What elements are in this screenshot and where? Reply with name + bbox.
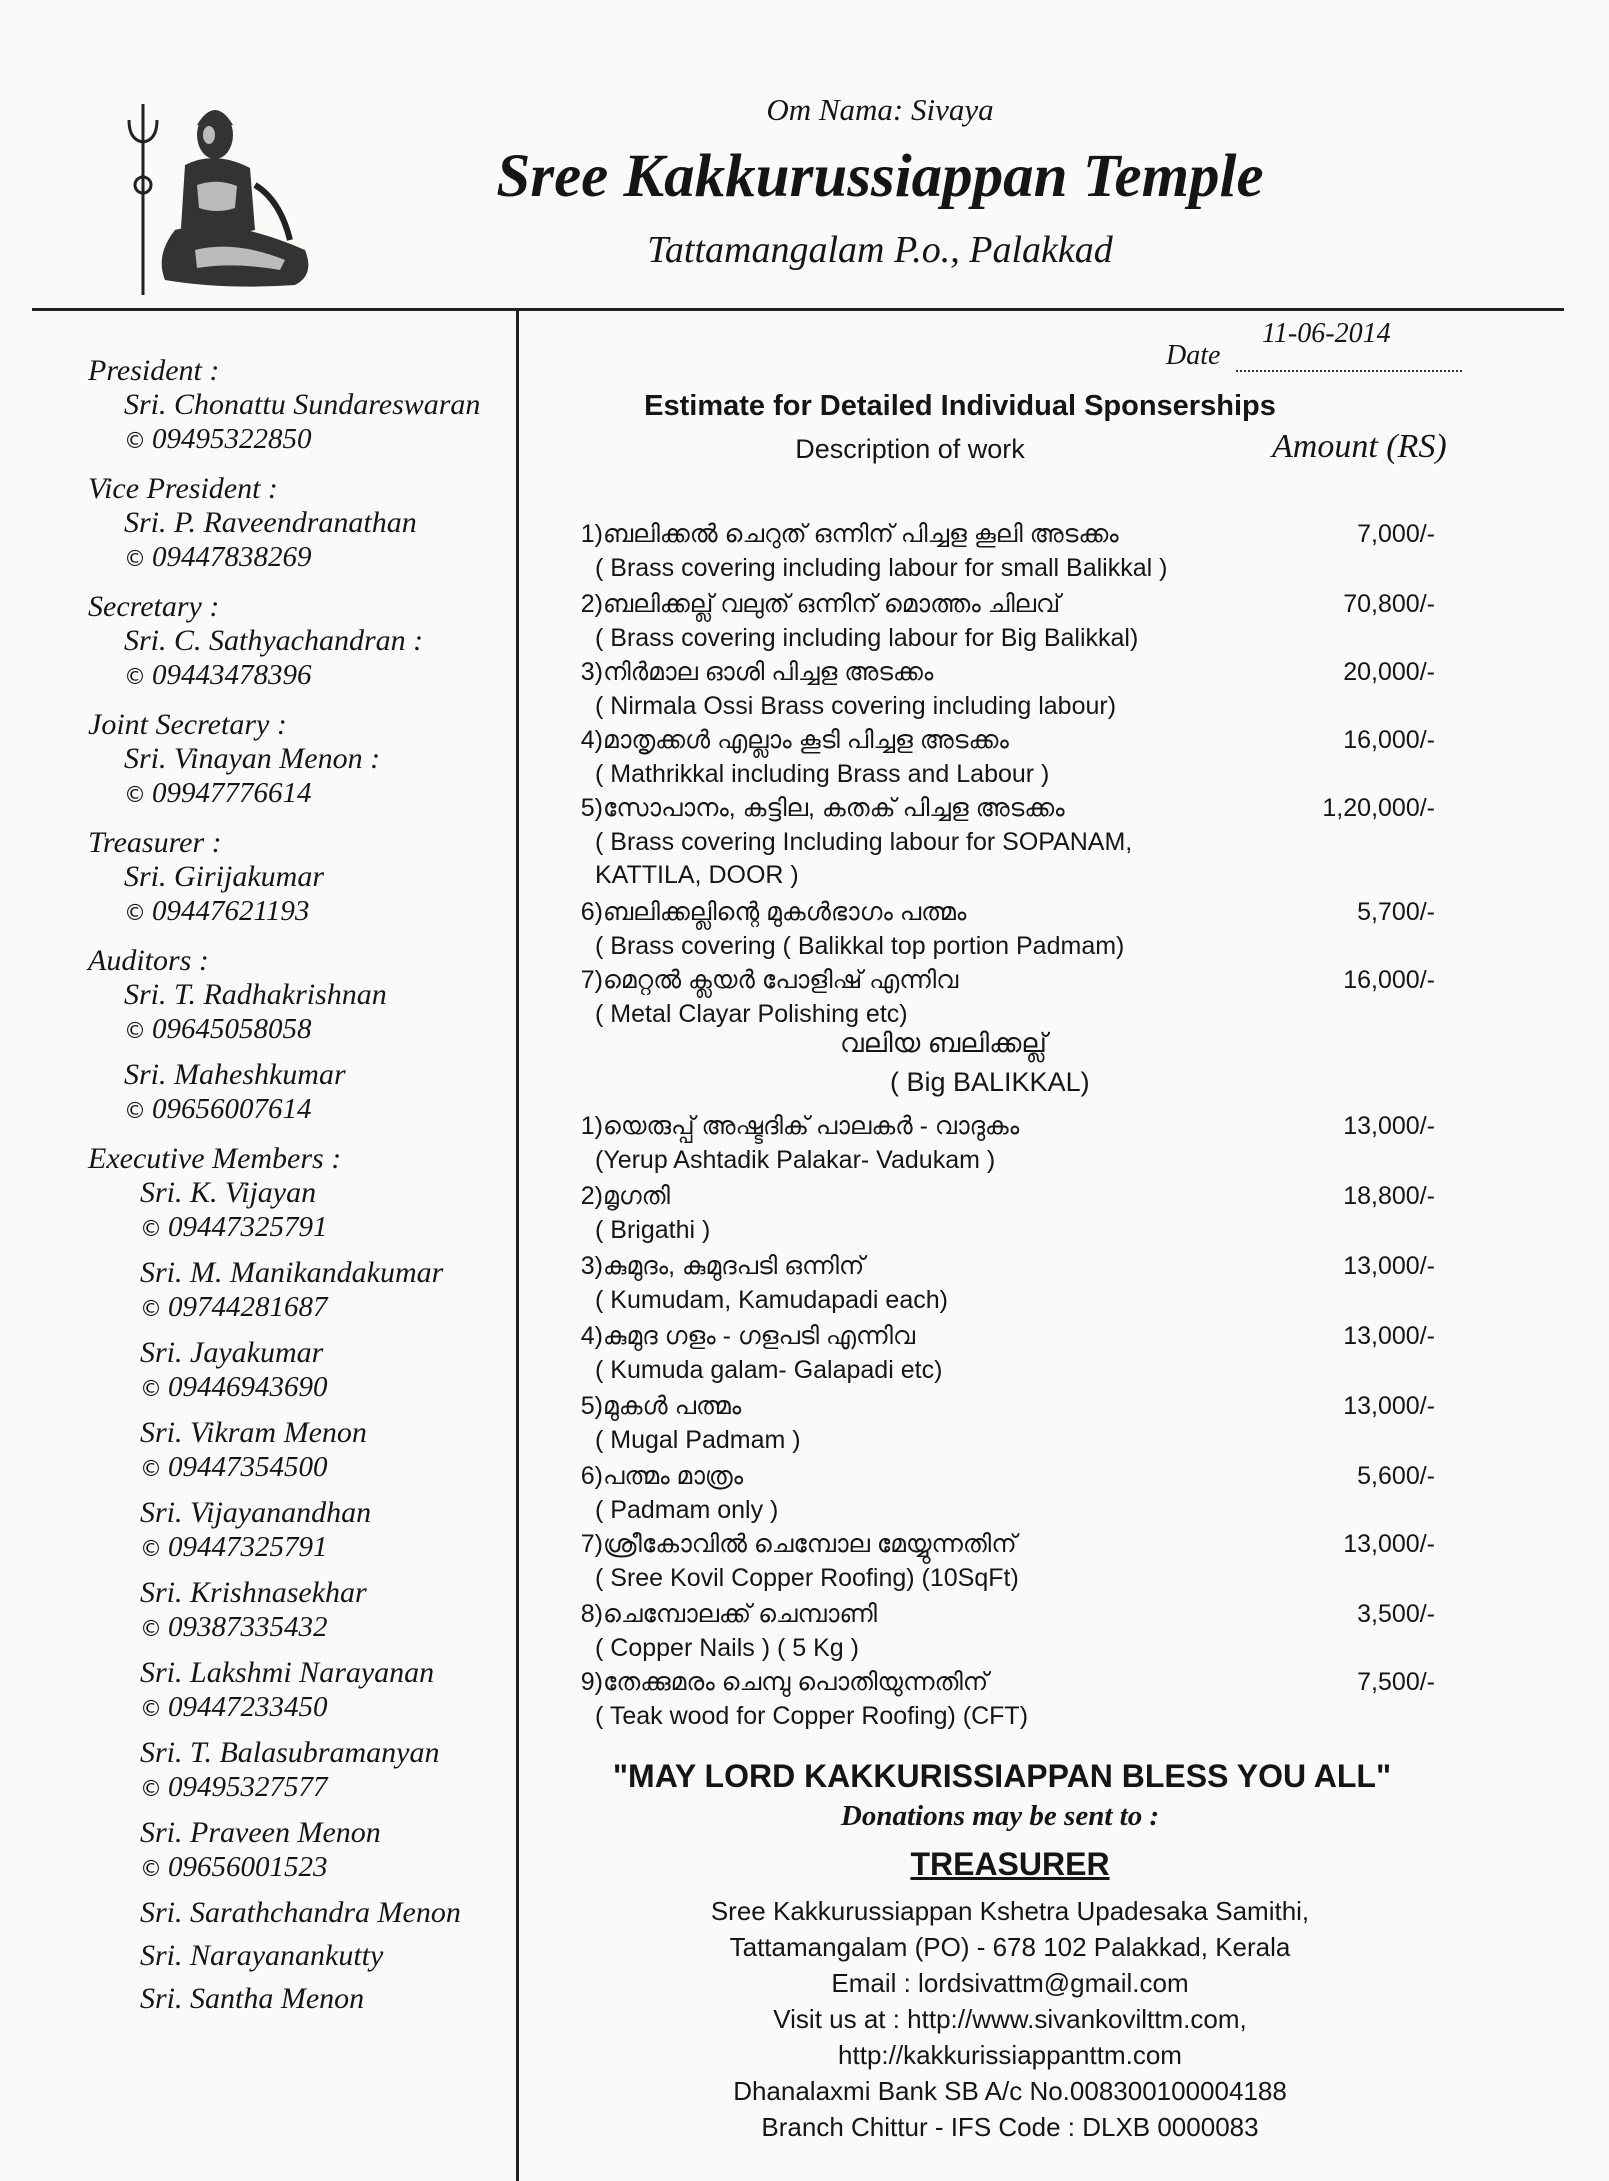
person-name: Sri. Vikram Menon xyxy=(140,1416,367,1449)
item-amount: 13,000/- xyxy=(1343,1112,1435,1140)
vice-president-block xyxy=(88,472,508,577)
phone-icon: © xyxy=(124,1099,146,1124)
phone-icon: © xyxy=(140,1697,162,1722)
phone-icon: © xyxy=(124,1019,146,1044)
phone-number: 09447325791 xyxy=(168,1211,328,1243)
person-name: Sri. T. Radhakrishnan xyxy=(124,978,387,1011)
item-amount: 20,000/- xyxy=(1343,658,1435,686)
item-english: ( Brigathi ) xyxy=(595,1216,711,1244)
phone-row xyxy=(88,1012,508,1049)
item-english: ( Brass covering ( Balikkal top portion Padmam) xyxy=(595,932,1125,960)
temple-name: Sree Kakkurussiappan Temple xyxy=(496,143,1264,210)
phone-row xyxy=(88,540,508,577)
person-name: Sri. C. Sathyachandran : xyxy=(124,624,424,657)
item-malayalam: കുമുദ ഗളം - ഗളപടി എന്നിവ xyxy=(603,1322,915,1350)
item-number: 1) xyxy=(580,520,603,548)
role-label: President : xyxy=(88,354,220,387)
item-english: ( Padmam only ) xyxy=(595,1496,779,1524)
phone-number: 09947776614 xyxy=(152,777,312,809)
executive-member xyxy=(88,1176,508,1247)
phone-icon: © xyxy=(124,665,146,690)
person-name: Sri. P. Raveendranathan xyxy=(124,506,417,539)
date-value: 11-06-2014 xyxy=(1262,318,1391,349)
item-english: ( Nirmala Ossi Brass covering including labour) xyxy=(595,692,1117,720)
item-english: ( Teak wood for Copper Roofing) (CFT) xyxy=(595,1702,1029,1730)
role-label: Auditors : xyxy=(88,944,209,977)
executive-member xyxy=(88,1736,508,1807)
item-malayalam: ശ്രീകോവിൽ ചെമ്പോല മേയ്യുന്നതിന് xyxy=(603,1530,1017,1558)
item-english: ( Brass covering including labour for small Balikkal ) xyxy=(595,554,1168,582)
item-amount: 1,20,000/- xyxy=(1322,794,1435,822)
phone-row xyxy=(88,1210,508,1247)
executive-member xyxy=(88,1496,508,1567)
item-amount: 13,000/- xyxy=(1343,1392,1435,1420)
item-number: 9) xyxy=(580,1668,603,1696)
phone-icon: © xyxy=(124,783,146,808)
role-label: Executive Members : xyxy=(88,1142,342,1175)
item-english: ( Mugal Padmam ) xyxy=(595,1426,801,1454)
person-name: Sri. Krishnasekhar xyxy=(140,1576,367,1609)
treasurer-heading: TREASURER xyxy=(910,1846,1110,1882)
item-amount: 7,000/- xyxy=(1357,520,1435,548)
website-line-2: http://kakkurissiappanttm.com xyxy=(838,2040,1182,2070)
phone-number: 09447354500 xyxy=(168,1451,328,1483)
person-name: Sri. Lakshmi Narayanan xyxy=(140,1656,435,1689)
phone-number: 09447838269 xyxy=(152,541,312,573)
phone-number: 09656007614 xyxy=(152,1093,312,1125)
item-amount: 16,000/- xyxy=(1343,726,1435,754)
item-number: 5) xyxy=(580,794,603,822)
phone-icon: © xyxy=(140,1377,162,1402)
item-amount: 16,000/- xyxy=(1343,966,1435,994)
auditor-entry xyxy=(88,978,508,1049)
amount-heading: Amount (RS) xyxy=(1272,428,1447,465)
president-block xyxy=(88,354,508,459)
executive-member xyxy=(88,1416,508,1487)
item-amount: 5,700/- xyxy=(1357,898,1435,926)
phone-icon: © xyxy=(124,901,146,926)
phone-row xyxy=(88,1850,508,1887)
item-english: ( Brass covering Including labour for SOPANAM, KATTILA, DOOR ) xyxy=(595,828,1133,889)
phone-number: 09447621193 xyxy=(152,895,310,927)
item-malayalam: തേക്കുമരം ചെമ്പു പൊതിയുന്നതിന് xyxy=(603,1668,989,1696)
item-malayalam: യെരുപ്പ് അഷ്ടദിക് പാലകർ - വാദുകം xyxy=(603,1112,1020,1140)
person-name: Sri. Santha Menon xyxy=(140,1982,365,2015)
role-label: Vice President : xyxy=(88,472,278,505)
donations-label: Donations may be sent to : xyxy=(840,1800,1160,1832)
email-line: Email : lordsivattm@gmail.com xyxy=(831,1968,1189,1998)
item-english: ( Mathrikkal including Brass and Labour ) xyxy=(595,760,1050,788)
item-malayalam: മെറ്റൽ ക്ലയർ പോളിഷ് എന്നിവ xyxy=(603,966,959,994)
phone-row xyxy=(88,1370,508,1407)
item-number: 4) xyxy=(580,1322,603,1350)
bank-account: Dhanalaxmi Bank SB A/c No.008300100004188 xyxy=(733,2076,1287,2106)
joint-secretary-block xyxy=(88,708,508,813)
item-malayalam: മൃഗതി xyxy=(603,1182,670,1210)
person-name: Sri. Praveen Menon xyxy=(140,1816,381,1849)
executive-member xyxy=(88,1656,508,1727)
item-english: ( Metal Clayar Polishing etc) xyxy=(595,1000,908,1028)
phone-icon: © xyxy=(140,1537,162,1562)
estimate-title: Estimate for Detailed Individual Sponserships xyxy=(644,390,1276,422)
bank-branch: Branch Chittur - IFS Code : DLXB 0000083 xyxy=(761,2112,1259,2142)
description-heading: Description of work xyxy=(795,434,1025,464)
item-malayalam: സോപാനം, കട്ടില, കതക് പിച്ചള അടക്കം xyxy=(603,794,1065,822)
executive-member xyxy=(88,1896,508,1930)
item-number: 8) xyxy=(580,1600,603,1628)
item-number: 6) xyxy=(580,898,603,926)
person-name: Sri. Vijayanandhan xyxy=(140,1496,372,1529)
phone-icon: © xyxy=(140,1457,162,1482)
item-malayalam: മുകൾ പത്മം xyxy=(603,1392,742,1420)
phone-number: 09443478396 xyxy=(152,659,312,691)
phone-row xyxy=(88,1092,508,1129)
phone-icon: © xyxy=(124,547,146,572)
blessing-text: "MAY LORD KAKKURISSIAPPAN BLESS YOU ALL" xyxy=(612,1758,1392,1794)
executive-member xyxy=(88,1576,508,1647)
phone-row xyxy=(88,658,508,695)
phone-row xyxy=(88,894,508,931)
item-english: ( Brass covering including labour for Big Balikkal) xyxy=(595,624,1139,652)
phone-number: 09387335432 xyxy=(168,1611,328,1643)
phone-number: 09495322850 xyxy=(152,423,312,455)
item-amount: 13,000/- xyxy=(1343,1530,1435,1558)
item-number: 3) xyxy=(580,658,603,686)
item-number: 1) xyxy=(580,1112,603,1140)
item-amount: 7,500/- xyxy=(1357,1668,1435,1696)
date-label: Date xyxy=(1166,340,1221,371)
phone-row xyxy=(88,422,508,459)
role-label: Joint Secretary : xyxy=(88,708,287,741)
item-number: 4) xyxy=(580,726,603,754)
executive-member xyxy=(88,1982,508,2016)
person-name: Sri. T. Balasubramanyan xyxy=(140,1736,440,1769)
auditors-block xyxy=(88,944,508,1129)
person-name: Sri. M. Manikandakumar xyxy=(140,1256,444,1289)
phone-icon: © xyxy=(140,1297,162,1322)
item-number: 2) xyxy=(580,1182,603,1210)
phone-icon: © xyxy=(140,1617,162,1642)
phone-number: 09446943690 xyxy=(168,1371,328,1403)
phone-number: 09447325791 xyxy=(168,1531,328,1563)
phone-row xyxy=(88,1530,508,1567)
phone-row xyxy=(88,1450,508,1487)
big-balikkal-heading-en: ( Big BALIKKAL) xyxy=(890,1067,1090,1097)
item-number: 5) xyxy=(580,1392,603,1420)
big-balikkal-heading-ml: വലിയ ബലിക്കല്ല് xyxy=(840,1028,1047,1058)
phone-row xyxy=(88,1290,508,1327)
role-label: Secretary : xyxy=(88,590,220,623)
deity-logo-image xyxy=(105,90,335,300)
phone-icon: © xyxy=(124,429,146,454)
person-name: Sri. K. Vijayan xyxy=(140,1176,317,1209)
treasurer-block xyxy=(88,826,508,931)
executive-members-block xyxy=(88,1142,508,2016)
phone-row xyxy=(88,1690,508,1727)
executive-member xyxy=(88,1939,508,1973)
person-name: Sri. Chonattu Sundareswaran xyxy=(124,388,481,421)
phone-number: 09447233450 xyxy=(168,1691,328,1723)
item-malayalam: ബലിക്കല്ലിന്റെ മുകൾഭാഗം പത്മം xyxy=(603,898,967,926)
item-number: 3) xyxy=(580,1252,603,1280)
temple-address: Tattamangalam P.o., Palakkad xyxy=(647,229,1113,271)
samithi-name: Sree Kakkurussiappan Kshetra Upadesaka Samithi, xyxy=(710,1896,1310,1926)
phone-icon: © xyxy=(140,1857,162,1882)
secretary-block xyxy=(88,590,508,695)
phone-number: 09645058058 xyxy=(152,1013,312,1045)
executive-member xyxy=(88,1256,508,1327)
phone-number: 09744281687 xyxy=(168,1291,328,1323)
person-name: Sri. Jayakumar xyxy=(140,1336,324,1369)
column-divider xyxy=(516,310,519,2181)
phone-number: 09656001523 xyxy=(168,1851,328,1883)
committee-list xyxy=(88,354,508,2029)
item-malayalam: ചെമ്പോലക്ക് ചെമ്പാണി xyxy=(603,1600,877,1628)
item-number: 7) xyxy=(580,966,603,994)
item-malayalam: ബലിക്കൽ ചെറുത് ഒന്നിന് പിച്ചള കൂലി അടക്കം xyxy=(603,520,1119,548)
executive-member xyxy=(88,1336,508,1407)
item-malayalam: മാതൃക്കൾ എല്ലാം കൂടി പിച്ചള അടക്കം xyxy=(603,726,1009,754)
person-name: Sri. Vinayan Menon : xyxy=(124,742,381,775)
item-malayalam: ബലിക്കല്ല് വലുത് ഒന്നിന് മൊത്തം ചിലവ് xyxy=(603,590,1061,618)
person-name: Sri. Maheshkumar xyxy=(124,1058,346,1091)
role-label: Treasurer : xyxy=(88,826,222,859)
item-number: 2) xyxy=(580,590,603,618)
phone-row xyxy=(88,776,508,813)
person-name: Sri. Sarathchandra Menon xyxy=(140,1896,461,1929)
item-english: ( Copper Nails ) ( 5 Kg ) xyxy=(595,1634,859,1662)
item-number: 7) xyxy=(580,1530,603,1558)
person-name: Sri. Narayanankutty xyxy=(140,1939,384,1972)
phone-icon: © xyxy=(140,1217,162,1242)
person-name: Sri. Girijakumar xyxy=(124,860,325,893)
item-malayalam: നിർമാല ഓശി പിച്ചള അടക്കം xyxy=(603,658,934,686)
item-english: (Yerup Ashtadik Palakar- Vadukam ) xyxy=(595,1146,996,1174)
phone-row xyxy=(88,1770,508,1807)
postal-address: Tattamangalam (PO) - 678 102 Palakkad, Kerala xyxy=(729,1932,1291,1962)
item-amount: 5,600/- xyxy=(1357,1462,1435,1490)
item-malayalam: പത്മം മാത്രം xyxy=(603,1462,744,1490)
auditor-entry xyxy=(88,1058,508,1129)
item-amount: 70,800/- xyxy=(1343,590,1435,618)
phone-number: 09495327577 xyxy=(168,1771,328,1803)
executive-member xyxy=(88,1816,508,1887)
item-english: ( Kumudam, Kamudapadi each) xyxy=(595,1286,948,1314)
item-amount: 13,000/- xyxy=(1343,1322,1435,1350)
item-number: 6) xyxy=(580,1462,603,1490)
item-english: ( Sree Kovil Copper Roofing) (10SqFt) xyxy=(595,1564,1019,1592)
invocation-text: Om Nama: Sivaya xyxy=(766,92,994,127)
item-amount: 18,800/- xyxy=(1343,1182,1435,1210)
website-line: Visit us at : http://www.sivankovilttm.com, xyxy=(773,2004,1247,2034)
item-english: ( Kumuda galam- Galapadi etc) xyxy=(595,1356,943,1384)
phone-icon: © xyxy=(140,1777,162,1802)
item-amount: 3,500/- xyxy=(1357,1600,1435,1628)
item-malayalam: കുമുദം, കുമുദപടി ഒന്നിന് xyxy=(603,1252,865,1280)
phone-row xyxy=(88,1610,508,1647)
item-amount: 13,000/- xyxy=(1343,1252,1435,1280)
header-divider xyxy=(32,308,1564,311)
